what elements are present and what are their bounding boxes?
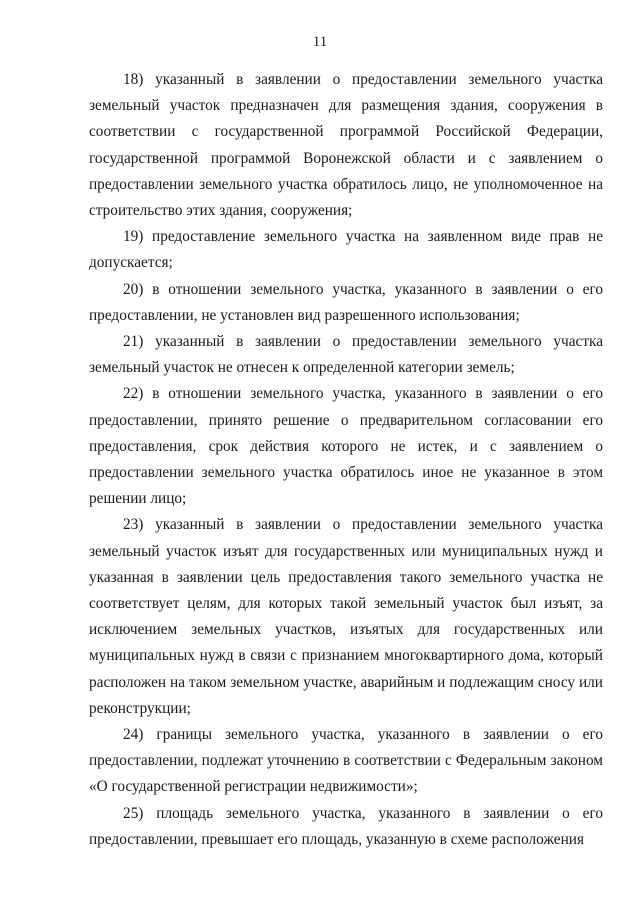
document-body <box>89 67 603 853</box>
paragraph-22: 22) в отношении земельного участка, указанного в заявлении о его предоставлении, принято решение о предварительном согласовании его предоставления, срок действия которого не истек, и с заявлением о предоставлении земельного участка обратилось иное не указанное в этом решении лицо; <box>89 385 603 508</box>
page-number: 11 <box>312 34 328 50</box>
paragraph-21: 21) указанный в заявлении о предоставлении земельного участка земельный участок не отнесен к определенной категории земель; <box>89 333 603 377</box>
paragraph-24: 24) границы земельного участка, указанного в заявлении о его предоставлении, подлежат уточнению в соответствии с Федеральным законом «О государственной регистрации недвижимости»; <box>89 726 603 796</box>
paragraph-25: 25) площадь земельного участка, указанного в заявлении о его предоставлении, превышает его площадь, указанную в схеме расположения <box>89 804 603 848</box>
paragraph-18: 18) указанный в заявлении о предоставлении земельного участка земельный участок предназначен для размещения здания, сооружения в соответствии с государственной программой Российской Федерации, государственной программой Воронежской области и с заявлением о предоставлении земельного участка обратилось лицо, не уполномоченное на строительство этих здания, сооружения; <box>89 71 603 220</box>
paragraph-19: 19) предоставление земельного участка на заявленном виде прав не допускается; <box>89 228 603 272</box>
paragraph-20: 20) в отношении земельного участка, указанного в заявлении о его предоставлении, не установлен вид разрешенного использования; <box>89 280 603 324</box>
paragraph-23: 23) указанный в заявлении о предоставлении земельного участка земельный участок изъят для государственных или муниципальных нужд и указанная в заявлении цель предоставления такого земельного участка не соответствует целям, для которых такой земельный участок был изъят, за исключением земельных участков, изъятых для государственных или муниципальных нужд в связи с признанием многоквартирного дома, который расположен на таком земельном участке, аварийным и подлежащим сносу или реконструкции; <box>89 516 603 717</box>
